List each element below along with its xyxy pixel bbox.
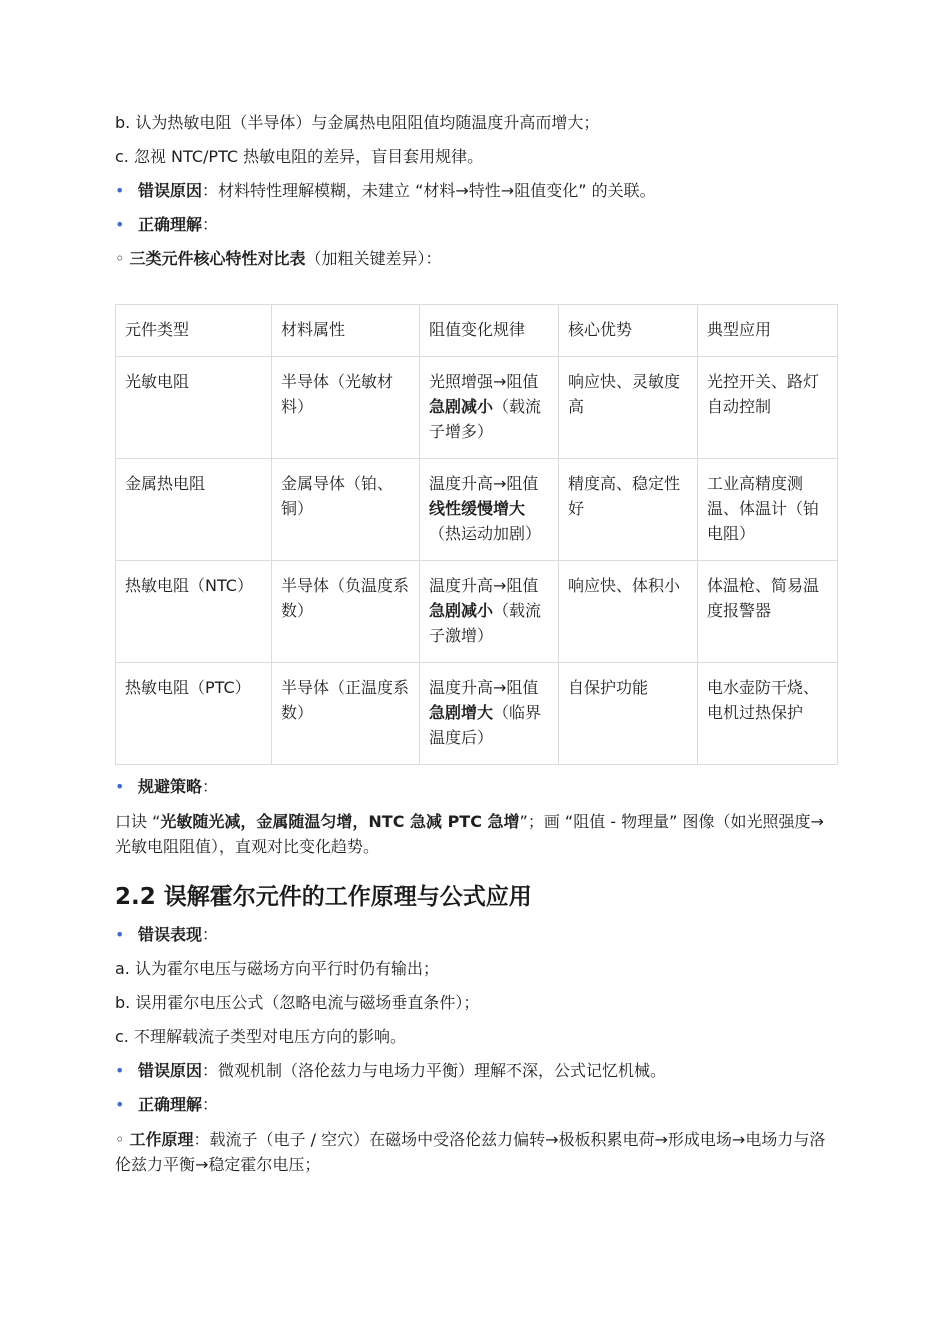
working-principle-label: 工作原理 xyxy=(129,1130,194,1149)
table-cell-advantage: 自保护功能 xyxy=(559,663,698,765)
table-cell-advantage: 精度高、稳定性好 xyxy=(559,459,698,561)
error-manifestation-label: 错误表现 xyxy=(138,925,203,944)
error-item-b: b. 认为热敏电阻（半导体）与金属热电阻阻值均随温度升高而增大； xyxy=(115,113,600,132)
table-header-cell: 元件类型 xyxy=(116,305,272,357)
bullet-icon: • xyxy=(115,1061,125,1080)
table-cell-type: 金属热电阻 xyxy=(116,459,272,561)
strategy-paragraph: 口诀 “光敏随光减，金属随温匀增，NTC 急减 PTC 急增”；画 “阻值 - 物理量” 图像（如光照强度→光敏电阻阻值），直观对比变化趋势。 xyxy=(115,812,824,856)
error-manifestation-item: • 错误表现： xyxy=(115,923,837,947)
table-cell-law: 温度升高→阻值急剧增大（临界温度后） xyxy=(420,663,559,765)
mnemonic-text: 光敏随光减，金属随温匀增，NTC 急减 PTC 急增 xyxy=(160,812,520,831)
table-cell-law: 光照增强→阻值急剧减小（载流子增多） xyxy=(420,357,559,459)
bullet-icon: • xyxy=(115,215,125,234)
error-cause-label: 错误原因 xyxy=(138,181,203,200)
comparison-table-title: 三类元件核心特性对比表 xyxy=(129,249,306,268)
table-cell-material: 金属导体（铂、铜） xyxy=(272,459,420,561)
table-cell-application: 工业高精度测温、体温计（铂电阻） xyxy=(698,459,838,561)
hall-correct-item: • 正确理解： xyxy=(115,1093,837,1117)
table-cell-advantage: 响应快、灵敏度高 xyxy=(559,357,698,459)
table-row xyxy=(116,663,838,765)
correct-understanding-item: • 正确理解： xyxy=(115,213,837,237)
table-row xyxy=(116,561,838,663)
table-row xyxy=(116,357,838,459)
comparison-table xyxy=(115,304,838,765)
table-cell-material: 半导体（正温度系数） xyxy=(272,663,420,765)
table-cell-material: 半导体（负温度系数） xyxy=(272,561,420,663)
working-principle-paragraph: ◦ 工作原理：载流子（电子 / 空穴）在磁场中受洛伦兹力偏转→极板积累电荷→形成电场→电场力与洛伦兹力平衡→稳定霍尔电压； xyxy=(115,1130,826,1174)
table-cell-material: 半导体（光敏材料） xyxy=(272,357,420,459)
hall-error-cause-label: 错误原因 xyxy=(138,1061,203,1080)
bullet-icon: • xyxy=(115,777,125,796)
comparison-table-caption: ◦ 三类元件核心特性对比表（加粗关键差异）： xyxy=(115,249,442,268)
table-cell-law: 温度升高→阻值急剧减小（载流子激增） xyxy=(420,561,559,663)
table-cell-application: 体温枪、简易温度报警器 xyxy=(698,561,838,663)
table-header-cell: 典型应用 xyxy=(698,305,838,357)
correct-understanding-label: 正确理解 xyxy=(138,215,203,234)
error-cause-item xyxy=(115,179,837,203)
table-cell-application: 光控开关、路灯自动控制 xyxy=(698,357,838,459)
table-cell-type: 光敏电阻 xyxy=(116,357,272,459)
error-cause-text: ：材料特性理解模糊，未建立 “材料→特性→阻值变化” 的关联。 xyxy=(202,181,656,200)
table-cell-type: 热敏电阻（NTC） xyxy=(116,561,272,663)
table-header-cell: 核心优势 xyxy=(559,305,698,357)
hall-error-cause-item: • 错误原因：微观机制（洛伦兹力与电场力平衡）理解不深，公式记忆机械。 xyxy=(115,1059,837,1083)
bullet-icon: • xyxy=(115,181,125,200)
bullet-icon: • xyxy=(115,925,125,944)
strategy-label: 规避策略 xyxy=(138,777,203,796)
table-cell-advantage: 响应快、体积小 xyxy=(559,561,698,663)
error-item-c: c. 忽视 NTC/PTC 热敏电阻的差异，盲目套用规律。 xyxy=(115,147,484,166)
hall-error-item-c: c. 不理解载流子类型对电压方向的影响。 xyxy=(115,1027,406,1046)
table-header-cell: 材料属性 xyxy=(272,305,420,357)
section-heading: 2.2 误解霍尔元件的工作原理与公式应用 xyxy=(115,884,532,910)
table-header-row xyxy=(116,305,838,357)
hall-correct-label: 正确理解 xyxy=(138,1095,203,1114)
table-cell-type: 热敏电阻（PTC） xyxy=(116,663,272,765)
strategy-item: • 规避策略： xyxy=(115,775,837,799)
hall-error-item-b: b. 误用霍尔电压公式（忽略电流与磁场垂直条件）； xyxy=(115,993,480,1012)
table-cell-application: 电水壶防干烧、电机过热保护 xyxy=(698,663,838,765)
hall-error-item-a: a. 认为霍尔电压与磁场方向平行时仍有输出； xyxy=(115,959,439,978)
document-page xyxy=(115,111,837,1187)
table-header-cell: 阻值变化规律 xyxy=(420,305,559,357)
table-row xyxy=(116,459,838,561)
table-cell-law: 温度升高→阻值线性缓慢增大（热运动加剧） xyxy=(420,459,559,561)
bullet-icon: • xyxy=(115,1095,125,1114)
